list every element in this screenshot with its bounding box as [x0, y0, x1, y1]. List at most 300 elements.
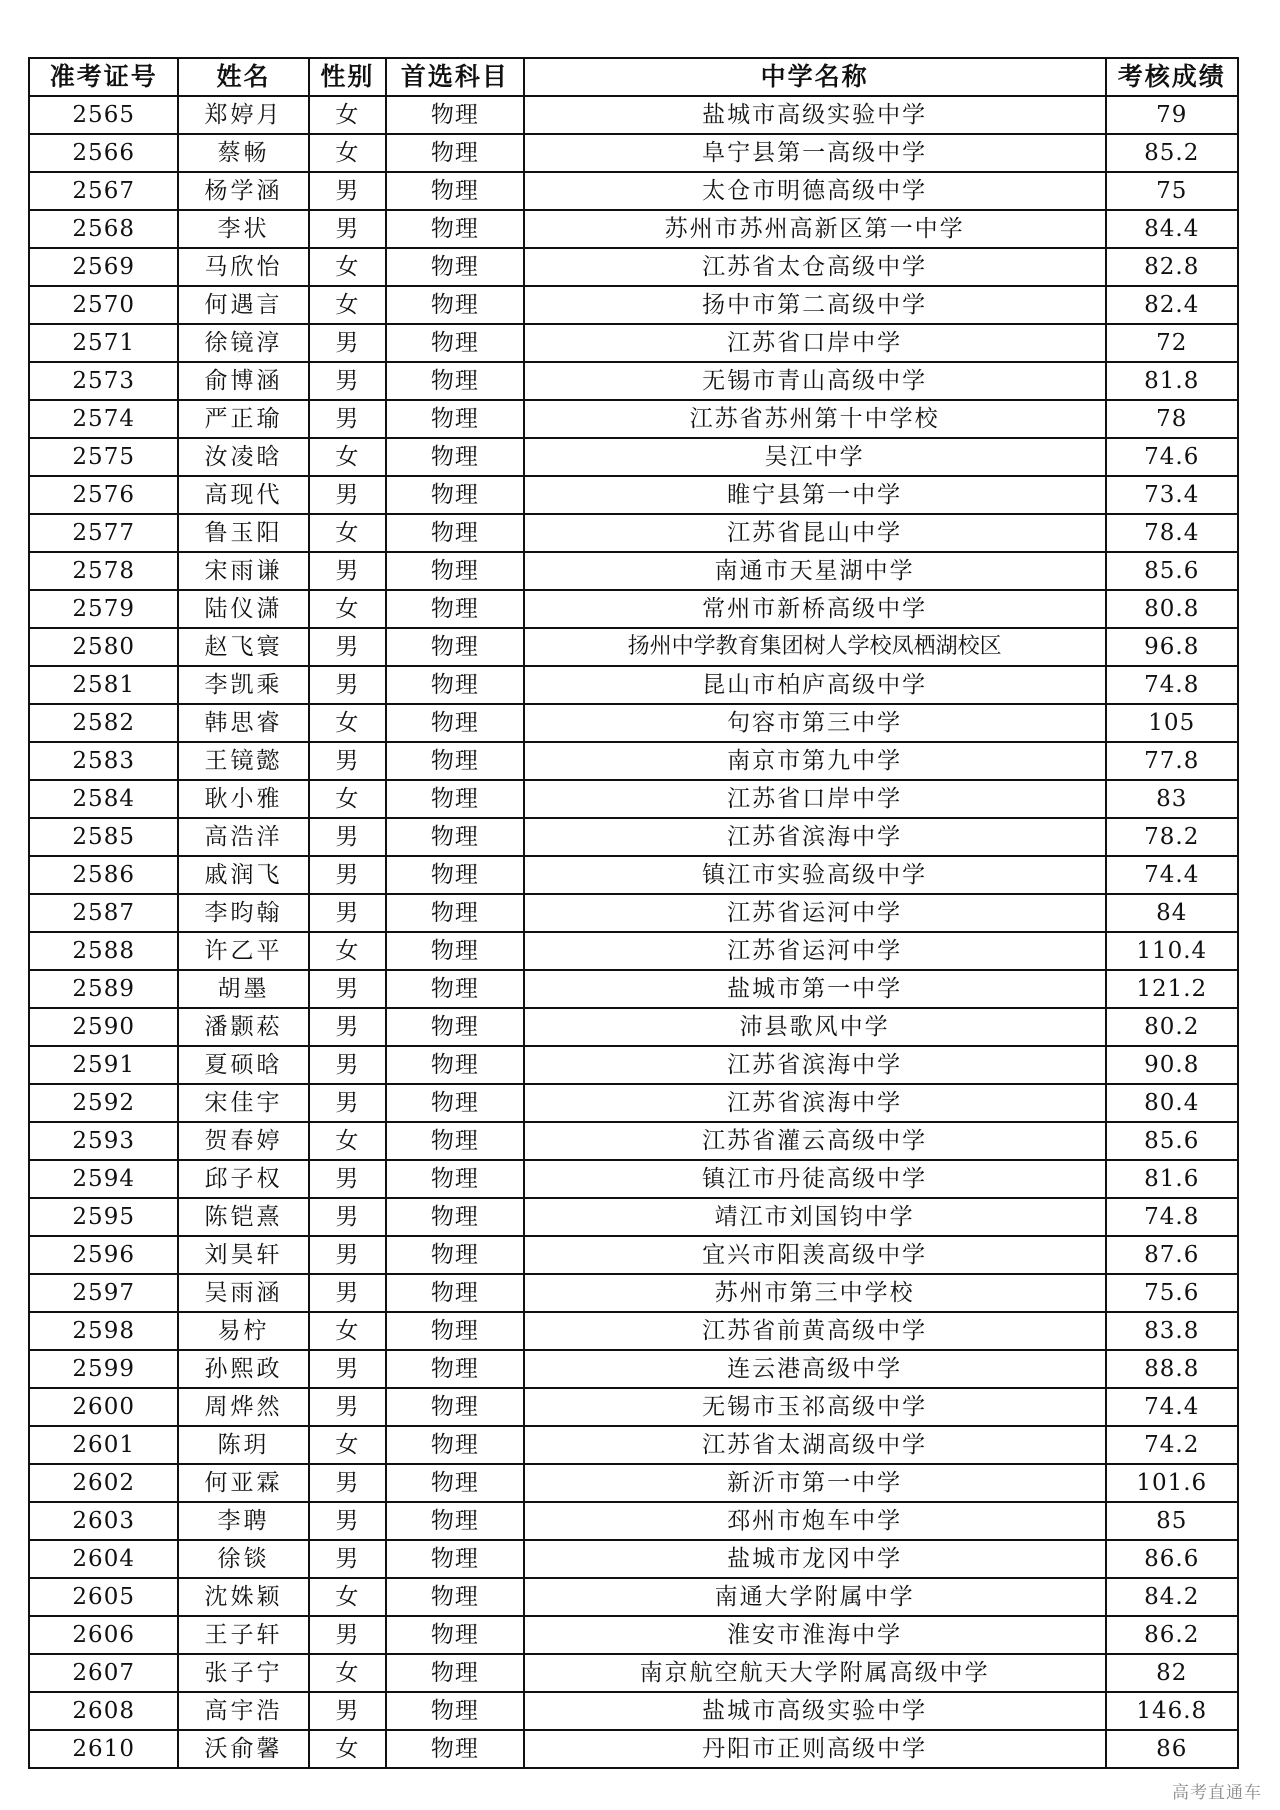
table-row [29, 1616, 1238, 1654]
gender-cell: 男 [309, 552, 386, 590]
table-row [29, 1008, 1238, 1046]
school-cell: 南通市天星湖中学 [524, 552, 1106, 590]
gender-cell: 女 [309, 248, 386, 286]
subject-cell: 物理 [386, 96, 524, 134]
exam-id-cell: 2589 [29, 970, 178, 1008]
exam-id-cell: 2568 [29, 210, 178, 248]
table-row [29, 1274, 1238, 1312]
school-cell: 盐城市龙冈中学 [524, 1540, 1106, 1578]
subject-cell: 物理 [386, 1654, 524, 1692]
score-cell: 81.6 [1106, 1160, 1239, 1198]
name-cell: 宋雨谦 [178, 552, 308, 590]
subject-cell: 物理 [386, 932, 524, 970]
score-cell: 84.2 [1106, 1578, 1239, 1616]
table-row [29, 780, 1238, 818]
gender-cell: 男 [309, 1046, 386, 1084]
school-cell: 靖江市刘国钧中学 [524, 1198, 1106, 1236]
school-cell: 扬州中学教育集团树人学校凤栖湖校区 [524, 628, 1106, 666]
subject-cell: 物理 [386, 1502, 524, 1540]
table-row [29, 1426, 1238, 1464]
exam-id-cell: 2596 [29, 1236, 178, 1274]
exam-id-cell: 2583 [29, 742, 178, 780]
exam-id-cell: 2591 [29, 1046, 178, 1084]
table-row [29, 1046, 1238, 1084]
exam-id-cell: 2598 [29, 1312, 178, 1350]
gender-cell: 女 [309, 1312, 386, 1350]
table-row [29, 1502, 1238, 1540]
header-score: 考核成绩 [1106, 58, 1239, 96]
subject-cell: 物理 [386, 894, 524, 932]
gender-cell: 男 [309, 742, 386, 780]
gender-cell: 女 [309, 704, 386, 742]
gender-cell: 女 [309, 1730, 386, 1768]
exam-id-cell: 2570 [29, 286, 178, 324]
name-cell: 贺春婷 [178, 1122, 308, 1160]
header-school: 中学名称 [524, 58, 1106, 96]
subject-cell: 物理 [386, 1046, 524, 1084]
score-cell: 74.2 [1106, 1426, 1239, 1464]
exam-id-cell: 2577 [29, 514, 178, 552]
score-cell: 78.4 [1106, 514, 1239, 552]
name-cell: 刘昊轩 [178, 1236, 308, 1274]
score-cell: 86 [1106, 1730, 1239, 1768]
name-cell: 高现代 [178, 476, 308, 514]
school-cell: 江苏省太仓高级中学 [524, 248, 1106, 286]
school-cell: 江苏省滨海中学 [524, 1046, 1106, 1084]
name-cell: 韩思睿 [178, 704, 308, 742]
school-cell: 新沂市第一中学 [524, 1464, 1106, 1502]
header-subject: 首选科目 [386, 58, 524, 96]
table-row [29, 932, 1238, 970]
table-row [29, 590, 1238, 628]
gender-cell: 女 [309, 1654, 386, 1692]
table-row [29, 134, 1238, 172]
name-cell: 徐锬 [178, 1540, 308, 1578]
name-cell: 耿小雅 [178, 780, 308, 818]
name-cell: 周烨然 [178, 1388, 308, 1426]
subject-cell: 物理 [386, 1236, 524, 1274]
table-row [29, 1122, 1238, 1160]
school-cell: 江苏省太湖高级中学 [524, 1426, 1106, 1464]
table-row [29, 438, 1238, 476]
exam-id-cell: 2603 [29, 1502, 178, 1540]
table-row [29, 1160, 1238, 1198]
score-cell: 74.4 [1106, 856, 1239, 894]
table-row [29, 210, 1238, 248]
score-cell: 81.8 [1106, 362, 1239, 400]
subject-cell: 物理 [386, 1122, 524, 1160]
table-row [29, 324, 1238, 362]
school-cell: 扬中市第二高级中学 [524, 286, 1106, 324]
subject-cell: 物理 [386, 1198, 524, 1236]
name-cell: 陈玥 [178, 1426, 308, 1464]
school-cell: 江苏省滨海中学 [524, 818, 1106, 856]
score-cell: 83 [1106, 780, 1239, 818]
score-cell: 88.8 [1106, 1350, 1239, 1388]
gender-cell: 男 [309, 666, 386, 704]
subject-cell: 物理 [386, 438, 524, 476]
table-row [29, 96, 1238, 134]
school-cell: 盐城市第一中学 [524, 970, 1106, 1008]
score-cell: 82 [1106, 1654, 1239, 1692]
subject-cell: 物理 [386, 1540, 524, 1578]
gender-cell: 男 [309, 818, 386, 856]
score-cell: 85 [1106, 1502, 1239, 1540]
subject-cell: 物理 [386, 780, 524, 818]
score-cell: 121.2 [1106, 970, 1239, 1008]
subject-cell: 物理 [386, 1160, 524, 1198]
exam-id-cell: 2606 [29, 1616, 178, 1654]
exam-id-cell: 2587 [29, 894, 178, 932]
score-table [28, 57, 1239, 1769]
gender-cell: 女 [309, 286, 386, 324]
table-row [29, 1312, 1238, 1350]
school-cell: 苏州市第三中学校 [524, 1274, 1106, 1312]
subject-cell: 物理 [386, 514, 524, 552]
table-row [29, 970, 1238, 1008]
subject-cell: 物理 [386, 590, 524, 628]
school-cell: 吴江中学 [524, 438, 1106, 476]
score-cell: 85.6 [1106, 1122, 1239, 1160]
table-row [29, 818, 1238, 856]
table-row [29, 1198, 1238, 1236]
school-cell: 江苏省苏州第十中学校 [524, 400, 1106, 438]
name-cell: 高浩洋 [178, 818, 308, 856]
exam-id-cell: 2571 [29, 324, 178, 362]
score-cell: 80.8 [1106, 590, 1239, 628]
gender-cell: 男 [309, 1464, 386, 1502]
school-cell: 江苏省灌云高级中学 [524, 1122, 1106, 1160]
school-cell: 江苏省口岸中学 [524, 780, 1106, 818]
subject-cell: 物理 [386, 1692, 524, 1730]
name-cell: 蔡畅 [178, 134, 308, 172]
score-cell: 74.4 [1106, 1388, 1239, 1426]
name-cell: 徐镜淳 [178, 324, 308, 362]
exam-id-cell: 2586 [29, 856, 178, 894]
gender-cell: 男 [309, 1236, 386, 1274]
score-cell: 86.2 [1106, 1616, 1239, 1654]
exam-id-cell: 2585 [29, 818, 178, 856]
exam-id-cell: 2569 [29, 248, 178, 286]
exam-id-cell: 2576 [29, 476, 178, 514]
name-cell: 孙熙政 [178, 1350, 308, 1388]
gender-cell: 男 [309, 856, 386, 894]
table-row [29, 400, 1238, 438]
subject-cell: 物理 [386, 970, 524, 1008]
exam-id-cell: 2605 [29, 1578, 178, 1616]
name-cell: 李凯乘 [178, 666, 308, 704]
subject-cell: 物理 [386, 1274, 524, 1312]
exam-id-cell: 2565 [29, 96, 178, 134]
school-cell: 沛县歌风中学 [524, 1008, 1106, 1046]
gender-cell: 男 [309, 628, 386, 666]
school-cell: 昆山市柏庐高级中学 [524, 666, 1106, 704]
exam-id-cell: 2608 [29, 1692, 178, 1730]
school-cell: 连云港高级中学 [524, 1350, 1106, 1388]
gender-cell: 女 [309, 514, 386, 552]
table-row [29, 1578, 1238, 1616]
score-cell: 74.8 [1106, 666, 1239, 704]
gender-cell: 女 [309, 438, 386, 476]
name-cell: 宋佳宇 [178, 1084, 308, 1122]
table-row [29, 514, 1238, 552]
exam-id-cell: 2590 [29, 1008, 178, 1046]
subject-cell: 物理 [386, 248, 524, 286]
watermark: 高考直通车 [1172, 1783, 1262, 1803]
name-cell: 张子宁 [178, 1654, 308, 1692]
exam-id-cell: 2595 [29, 1198, 178, 1236]
school-cell: 江苏省运河中学 [524, 894, 1106, 932]
subject-cell: 物理 [386, 210, 524, 248]
school-cell: 盐城市高级实验中学 [524, 96, 1106, 134]
subject-cell: 物理 [386, 628, 524, 666]
subject-cell: 物理 [386, 856, 524, 894]
gender-cell: 男 [309, 1008, 386, 1046]
score-cell: 105 [1106, 704, 1239, 742]
table-header [29, 58, 1238, 96]
school-cell: 淮安市淮海中学 [524, 1616, 1106, 1654]
table-row [29, 1236, 1238, 1274]
gender-cell: 男 [309, 970, 386, 1008]
name-cell: 严正瑜 [178, 400, 308, 438]
exam-id-cell: 2594 [29, 1160, 178, 1198]
score-cell: 101.6 [1106, 1464, 1239, 1502]
table-row [29, 742, 1238, 780]
table-body [29, 96, 1238, 1768]
gender-cell: 男 [309, 476, 386, 514]
score-cell: 77.8 [1106, 742, 1239, 780]
school-cell: 江苏省滨海中学 [524, 1084, 1106, 1122]
school-cell: 丹阳市正则高级中学 [524, 1730, 1106, 1768]
table-row [29, 704, 1238, 742]
exam-id-cell: 2588 [29, 932, 178, 970]
name-cell: 易柠 [178, 1312, 308, 1350]
exam-id-cell: 2581 [29, 666, 178, 704]
exam-id-cell: 2600 [29, 1388, 178, 1426]
exam-id-cell: 2573 [29, 362, 178, 400]
school-cell: 江苏省前黄高级中学 [524, 1312, 1106, 1350]
table-row [29, 894, 1238, 932]
exam-id-cell: 2582 [29, 704, 178, 742]
school-cell: 句容市第三中学 [524, 704, 1106, 742]
name-cell: 胡墨 [178, 970, 308, 1008]
table-row [29, 172, 1238, 210]
name-cell: 吴雨涵 [178, 1274, 308, 1312]
gender-cell: 男 [309, 1350, 386, 1388]
score-cell: 83.8 [1106, 1312, 1239, 1350]
school-cell: 太仓市明德高级中学 [524, 172, 1106, 210]
subject-cell: 物理 [386, 1578, 524, 1616]
exam-id-cell: 2610 [29, 1730, 178, 1768]
score-cell: 75 [1106, 172, 1239, 210]
name-cell: 马欣怡 [178, 248, 308, 286]
name-cell: 王镜懿 [178, 742, 308, 780]
exam-id-cell: 2607 [29, 1654, 178, 1692]
score-cell: 84.4 [1106, 210, 1239, 248]
subject-cell: 物理 [386, 1008, 524, 1046]
score-cell: 72 [1106, 324, 1239, 362]
exam-id-cell: 2592 [29, 1084, 178, 1122]
gender-cell: 女 [309, 96, 386, 134]
table-row [29, 1084, 1238, 1122]
score-cell: 86.6 [1106, 1540, 1239, 1578]
gender-cell: 女 [309, 932, 386, 970]
name-cell: 戚润飞 [178, 856, 308, 894]
name-cell: 俞博涵 [178, 362, 308, 400]
gender-cell: 女 [309, 780, 386, 818]
subject-cell: 物理 [386, 400, 524, 438]
exam-id-cell: 2574 [29, 400, 178, 438]
name-cell: 陈铠熹 [178, 1198, 308, 1236]
subject-cell: 物理 [386, 1426, 524, 1464]
school-cell: 苏州市苏州高新区第一中学 [524, 210, 1106, 248]
score-cell: 110.4 [1106, 932, 1239, 970]
score-cell: 85.6 [1106, 552, 1239, 590]
score-cell: 82.8 [1106, 248, 1239, 286]
subject-cell: 物理 [386, 134, 524, 172]
score-cell: 90.8 [1106, 1046, 1239, 1084]
gender-cell: 女 [309, 1122, 386, 1160]
score-cell: 85.2 [1106, 134, 1239, 172]
exam-id-cell: 2566 [29, 134, 178, 172]
name-cell: 高宇浩 [178, 1692, 308, 1730]
school-cell: 邳州市炮车中学 [524, 1502, 1106, 1540]
score-cell: 78.2 [1106, 818, 1239, 856]
school-cell: 阜宁县第一高级中学 [524, 134, 1106, 172]
gender-cell: 男 [309, 400, 386, 438]
school-cell: 镇江市丹徒高级中学 [524, 1160, 1106, 1198]
exam-id-cell: 2604 [29, 1540, 178, 1578]
name-cell: 赵飞寰 [178, 628, 308, 666]
school-cell: 南京航空航天大学附属高级中学 [524, 1654, 1106, 1692]
score-cell: 96.8 [1106, 628, 1239, 666]
school-cell: 宜兴市阳羡高级中学 [524, 1236, 1106, 1274]
gender-cell: 女 [309, 590, 386, 628]
gender-cell: 男 [309, 1274, 386, 1312]
name-cell: 潘颢菘 [178, 1008, 308, 1046]
gender-cell: 男 [309, 1502, 386, 1540]
school-cell: 江苏省昆山中学 [524, 514, 1106, 552]
exam-id-cell: 2575 [29, 438, 178, 476]
score-cell: 84 [1106, 894, 1239, 932]
exam-id-cell: 2602 [29, 1464, 178, 1502]
school-cell: 镇江市实验高级中学 [524, 856, 1106, 894]
score-cell: 146.8 [1106, 1692, 1239, 1730]
subject-cell: 物理 [386, 742, 524, 780]
subject-cell: 物理 [386, 818, 524, 856]
gender-cell: 男 [309, 1198, 386, 1236]
school-cell: 江苏省运河中学 [524, 932, 1106, 970]
subject-cell: 物理 [386, 172, 524, 210]
table-row [29, 476, 1238, 514]
gender-cell: 女 [309, 1578, 386, 1616]
subject-cell: 物理 [386, 704, 524, 742]
school-cell: 无锡市玉祁高级中学 [524, 1388, 1106, 1426]
name-cell: 陆仪潇 [178, 590, 308, 628]
name-cell: 李聘 [178, 1502, 308, 1540]
exam-id-cell: 2584 [29, 780, 178, 818]
score-cell: 87.6 [1106, 1236, 1239, 1274]
score-cell: 79 [1106, 96, 1239, 134]
gender-cell: 男 [309, 1616, 386, 1654]
gender-cell: 男 [309, 324, 386, 362]
name-cell: 郑婷月 [178, 96, 308, 134]
subject-cell: 物理 [386, 1464, 524, 1502]
subject-cell: 物理 [386, 1312, 524, 1350]
name-cell: 王子轩 [178, 1616, 308, 1654]
name-cell: 鲁玉阳 [178, 514, 308, 552]
score-cell: 74.6 [1106, 438, 1239, 476]
name-cell: 何遇言 [178, 286, 308, 324]
subject-cell: 物理 [386, 1388, 524, 1426]
table-row [29, 1692, 1238, 1730]
table-row [29, 362, 1238, 400]
gender-cell: 男 [309, 210, 386, 248]
exam-id-cell: 2579 [29, 590, 178, 628]
exam-id-cell: 2599 [29, 1350, 178, 1388]
school-cell: 盐城市高级实验中学 [524, 1692, 1106, 1730]
name-cell: 汝凌晗 [178, 438, 308, 476]
gender-cell: 男 [309, 1388, 386, 1426]
subject-cell: 物理 [386, 286, 524, 324]
table-row [29, 552, 1238, 590]
subject-cell: 物理 [386, 666, 524, 704]
gender-cell: 男 [309, 1540, 386, 1578]
table-row [29, 1464, 1238, 1502]
gender-cell: 男 [309, 362, 386, 400]
gender-cell: 男 [309, 1160, 386, 1198]
exam-id-cell: 2601 [29, 1426, 178, 1464]
subject-cell: 物理 [386, 476, 524, 514]
subject-cell: 物理 [386, 324, 524, 362]
header-exam-id: 准考证号 [29, 58, 178, 96]
subject-cell: 物理 [386, 1350, 524, 1388]
gender-cell: 男 [309, 1084, 386, 1122]
school-cell: 无锡市青山高级中学 [524, 362, 1106, 400]
exam-id-cell: 2593 [29, 1122, 178, 1160]
table-row [29, 1388, 1238, 1426]
table-row [29, 286, 1238, 324]
subject-cell: 物理 [386, 552, 524, 590]
exam-id-cell: 2597 [29, 1274, 178, 1312]
table-row [29, 856, 1238, 894]
school-cell: 睢宁县第一中学 [524, 476, 1106, 514]
gender-cell: 男 [309, 1692, 386, 1730]
table-row [29, 248, 1238, 286]
score-cell: 73.4 [1106, 476, 1239, 514]
score-cell: 75.6 [1106, 1274, 1239, 1312]
subject-cell: 物理 [386, 1616, 524, 1654]
school-cell: 南通大学附属中学 [524, 1578, 1106, 1616]
table-row [29, 1730, 1238, 1768]
exam-id-cell: 2567 [29, 172, 178, 210]
name-cell: 沃俞馨 [178, 1730, 308, 1768]
table-row [29, 666, 1238, 704]
gender-cell: 男 [309, 894, 386, 932]
name-cell: 何亚霖 [178, 1464, 308, 1502]
gender-cell: 女 [309, 1426, 386, 1464]
table-row [29, 1540, 1238, 1578]
subject-cell: 物理 [386, 362, 524, 400]
header-gender: 性别 [309, 58, 386, 96]
header-name: 姓名 [178, 58, 308, 96]
table-row [29, 1350, 1238, 1388]
table-row [29, 1654, 1238, 1692]
score-cell: 80.4 [1106, 1084, 1239, 1122]
header-row [29, 58, 1238, 96]
school-cell: 江苏省口岸中学 [524, 324, 1106, 362]
school-cell: 南京市第九中学 [524, 742, 1106, 780]
